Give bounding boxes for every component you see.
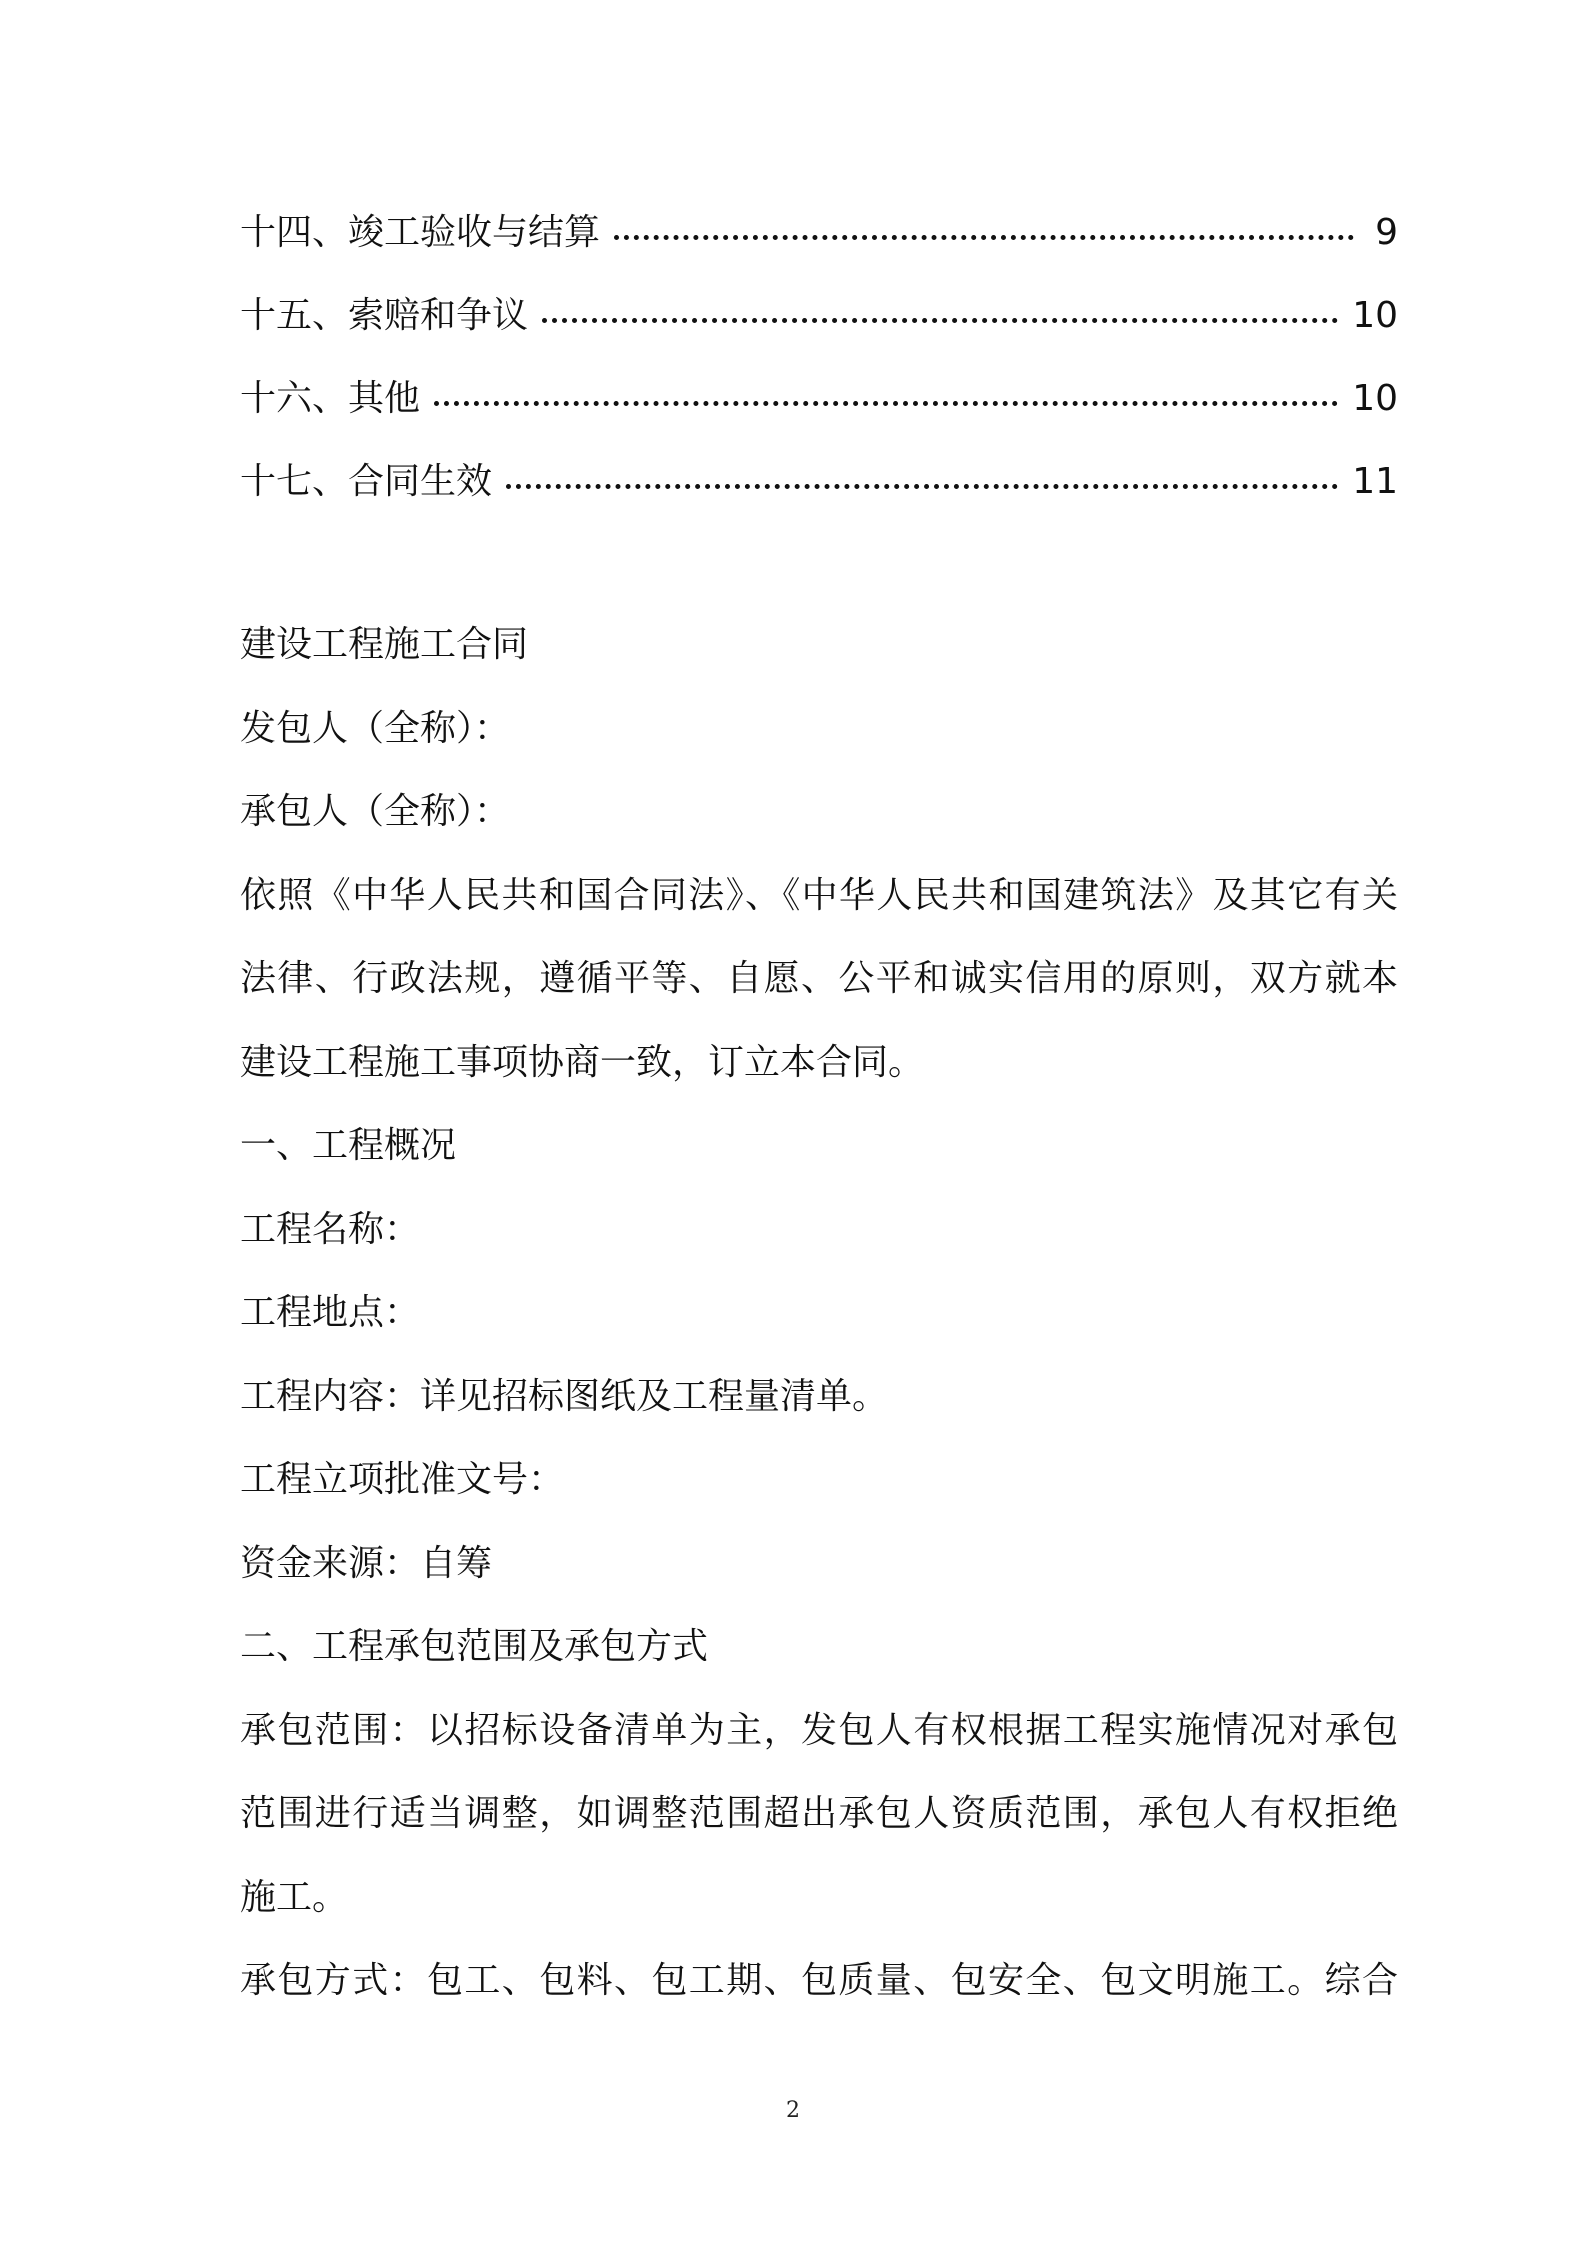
project-location-field: 工程地点： (240, 1292, 421, 1333)
preamble-line: 依照《中华人民共和国合同法》、《中华人民共和国建筑法》及其它有关 (240, 874, 1398, 916)
toc-entry[interactable] (240, 198, 1398, 281)
toc-dot-leader (614, 231, 1354, 240)
funding-source-field: 资金来源：自筹 (240, 1542, 493, 1584)
method-line: 承包方式：包工、包料、包工期、包质量、包安全、包文明施工。综合 (240, 1960, 1398, 2001)
toc-entry[interactable] (240, 281, 1398, 364)
page-number: 2 (786, 2098, 800, 2123)
toc-entry[interactable] (240, 447, 1398, 530)
table-of-contents (240, 198, 1398, 530)
toc-entry-page: 11 (1352, 461, 1398, 502)
employer-field: 发包人（全称）： (240, 707, 511, 749)
toc-entry-page: 10 (1352, 295, 1398, 336)
toc-entry-title: 十七、合同生效 (240, 461, 493, 502)
section-heading-project-overview: 一、工程概况 (240, 1125, 457, 1166)
toc-dot-leader (542, 314, 1338, 323)
toc-entry-title: 十六、其他 (240, 378, 421, 419)
toc-entry[interactable] (240, 364, 1398, 447)
approval-number-field: 工程立项批准文号： (240, 1459, 565, 1500)
toc-entry-page: 9 (1375, 212, 1398, 253)
section-heading-scope-and-method: 二、工程承包范围及承包方式 (240, 1626, 709, 1667)
contractor-field: 承包人（全称）： (240, 791, 511, 832)
toc-entry-title: 十四、竣工验收与结算 (240, 212, 601, 253)
project-name-field: 工程名称： (240, 1208, 421, 1250)
contract-title: 建设工程施工合同 (240, 624, 529, 665)
toc-entry-page: 10 (1352, 378, 1398, 419)
scope-line: 施工。 (240, 1876, 349, 1918)
project-content-field: 工程内容：详见招标图纸及工程量清单。 (240, 1375, 889, 1417)
scope-line: 承包范围：以招标设备清单为主，发包人有权根据工程实施情况对承包 (240, 1709, 1398, 1751)
preamble-line: 法律、行政法规，遵循平等、自愿、公平和诚实信用的原则，双方就本 (240, 958, 1398, 999)
toc-dot-leader (434, 397, 1338, 406)
contract-body (240, 610, 1398, 2030)
preamble-line: 建设工程施工事项协商一致，订立本合同。 (240, 1041, 925, 1083)
toc-entry-title: 十五、索赔和争议 (240, 295, 529, 336)
toc-dot-leader (506, 480, 1338, 489)
scope-line: 范围进行适当调整，如调整范围超出承包人资质范围，承包人有权拒绝 (240, 1793, 1398, 1834)
